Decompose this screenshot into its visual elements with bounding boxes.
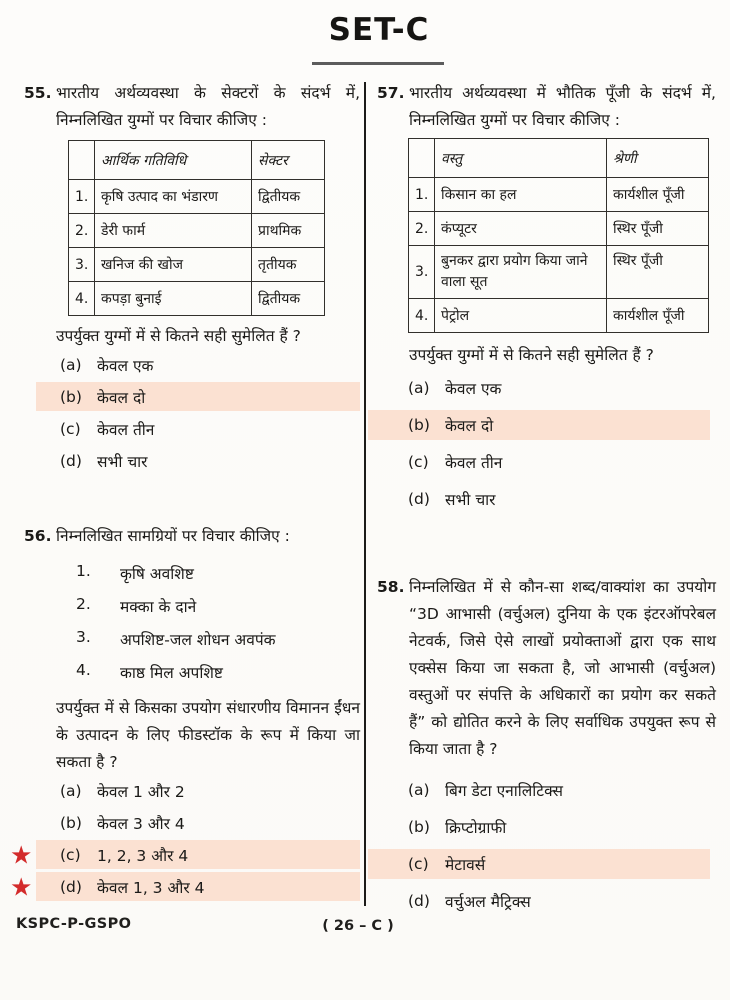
row-activity: खनिज की खोज: [95, 248, 252, 282]
table-header-sector: सेक्टर: [252, 141, 325, 180]
option-text: क्रिप्टोग्राफी: [445, 819, 507, 837]
question-prompt: उपर्युक्त में से किसका उपयोग संधारणीय विमानन ईंधन के उत्पादन के लिए फीडस्टॉक के रूप में किया जा सकता है ?: [56, 699, 360, 771]
row-sector: प्राथमिक: [252, 214, 325, 248]
question-57: [376, 80, 716, 514]
option-b-highlighted: [368, 410, 710, 440]
table-row: [69, 282, 325, 316]
option-a: [368, 775, 710, 805]
option-text: केवल एक: [97, 356, 154, 375]
option-a: [36, 776, 360, 805]
option-label: (b): [408, 416, 430, 434]
option-label: (d): [60, 451, 82, 470]
option-text: केवल तीन: [445, 454, 503, 472]
row-number: 3.: [409, 246, 435, 299]
row-sector: द्वितीयक: [252, 180, 325, 214]
option-label: (c): [408, 453, 429, 471]
booklet-code: KSPC-P-GSPO: [16, 916, 132, 932]
table-header-item: वस्तु: [435, 139, 607, 178]
question-55: [14, 80, 360, 475]
table-row: [409, 299, 709, 333]
option-a: [36, 350, 360, 379]
option-c-highlighted: [368, 849, 710, 879]
question-prompt: उपर्युक्त युग्मों में से कितने सही सुमेलित हैं ?: [409, 346, 654, 364]
page-number: ( 26 – C ): [322, 918, 394, 934]
table-row: [409, 246, 709, 299]
page-title: SET-C: [328, 12, 430, 48]
q55-options: [36, 350, 360, 475]
column-divider-rule: [364, 82, 366, 906]
table-row: [69, 214, 325, 248]
option-text: 1, 2, 3 और 4: [97, 846, 189, 865]
row-item: पेट्रोल: [435, 299, 607, 333]
row-category: कार्यशील पूँजी: [607, 299, 709, 333]
option-label: (a): [60, 355, 82, 374]
row-number: 4.: [409, 299, 435, 333]
item-text: कृषि अवशिष्ट: [120, 565, 194, 583]
row-category: कार्यशील पूँजी: [607, 178, 709, 212]
option-text: वर्चुअल मैट्रिक्स: [445, 893, 531, 911]
question-58: [376, 574, 716, 916]
option-label: (b): [408, 818, 430, 836]
option-b-highlighted: [36, 382, 360, 411]
option-text: सभी चार: [97, 452, 148, 471]
option-label: (c): [60, 419, 81, 438]
option-text: केवल दो: [97, 388, 146, 407]
table-row: [69, 248, 325, 282]
row-item: कंप्यूटर: [435, 212, 607, 246]
option-d-highlighted: [10, 872, 360, 901]
table-corner-cell: [409, 139, 435, 178]
option-text: केवल दो: [445, 417, 494, 435]
option-label: (c): [408, 855, 429, 873]
option-label: (d): [408, 490, 430, 508]
option-a: [368, 373, 710, 403]
option-label: (c): [60, 845, 81, 864]
row-category: स्थिर पूँजी: [607, 246, 709, 299]
option-text: केवल तीन: [97, 420, 155, 439]
option-d: [36, 446, 360, 475]
item-number: 3.: [76, 628, 91, 646]
row-number: 1.: [409, 178, 435, 212]
list-item: [76, 595, 360, 619]
question-prompt: उपर्युक्त युग्मों में से कितने सही सुमेलित हैं ?: [56, 327, 301, 345]
table-row: [69, 180, 325, 214]
table-corner-cell: [69, 141, 95, 180]
question-intro: निम्नलिखित सामग्रियों पर विचार कीजिए :: [56, 527, 290, 545]
row-item: किसान का हल: [435, 178, 607, 212]
q56-item-list: [76, 562, 360, 685]
option-text: केवल 1, 3 और 4: [97, 878, 205, 897]
table-header-row: [409, 139, 709, 178]
option-d: [368, 886, 710, 916]
row-activity: कपड़ा बुनाई: [95, 282, 252, 316]
q58-options: [368, 775, 710, 916]
table-row: [409, 212, 709, 246]
row-activity: कृषि उत्पाद का भंडारण: [95, 180, 252, 214]
row-number: 4.: [69, 282, 95, 316]
list-item: [76, 628, 360, 652]
table-row: [409, 178, 709, 212]
q56-options: [10, 776, 360, 901]
left-column: [10, 80, 360, 904]
item-text: मक्का के दाने: [120, 598, 197, 616]
q55-pairs-table: [68, 140, 325, 316]
q57-pairs-table: [408, 138, 709, 333]
option-text: बिग डेटा एनालिटिक्स: [445, 782, 563, 800]
option-label: (a): [408, 379, 430, 397]
question-number: 55.: [24, 84, 52, 102]
option-text: सभी चार: [445, 491, 496, 509]
right-column: [376, 80, 716, 923]
option-c: [36, 414, 360, 443]
row-number: 3.: [69, 248, 95, 282]
option-label: (b): [60, 813, 82, 832]
row-sector: तृतीयक: [252, 248, 325, 282]
question-56: [10, 523, 360, 901]
option-label: (a): [408, 781, 430, 799]
item-number: 2.: [76, 595, 91, 613]
table-header-category: श्रेणी: [607, 139, 709, 178]
option-text: केवल 3 और 4: [97, 814, 185, 833]
option-c-highlighted: [10, 840, 360, 869]
row-category: स्थिर पूँजी: [607, 212, 709, 246]
option-label: (d): [60, 877, 82, 896]
item-number: 1.: [76, 562, 91, 580]
list-item: [76, 661, 360, 685]
correct-answer-star-icon: ★: [10, 840, 33, 869]
item-text: अपशिष्ट-जल शोधन अवपंक: [120, 631, 276, 649]
table-header-row: [69, 141, 325, 180]
row-number: 2.: [69, 214, 95, 248]
item-number: 4.: [76, 661, 91, 679]
row-number: 1.: [69, 180, 95, 214]
row-item: बुनकर द्वारा प्रयोग किया जाने वाला सूत: [435, 246, 607, 299]
list-item: [76, 562, 360, 586]
question-body: निम्नलिखित में से कौन-सा शब्द/वाक्यांश का उपयोग “3D आभासी (वर्चुअल) दुनिया के एक इंटरऑपरेबल नेटवर्क, जिसे ऐसे लाखों प्रयोक्ताओं द्वारा एक साथ एक्सेस किया जा सकता है, जो आभासी (वर्चुअल) वस्तुओं पर संपत्ति के अधिकारों का प्रयोग कर सकते हैं” को द्योतित करने के लिए सर्वाधिक उपयुक्त रूप से किया जाता है ?: [409, 578, 716, 758]
option-b: [36, 808, 360, 837]
option-label: (a): [60, 781, 82, 800]
option-d: [368, 484, 710, 514]
row-activity: डेरी फार्म: [95, 214, 252, 248]
question-number: 56.: [24, 527, 52, 545]
q57-options: [368, 373, 710, 514]
row-number: 2.: [409, 212, 435, 246]
option-b: [368, 812, 710, 842]
row-sector: द्वितीयक: [252, 282, 325, 316]
table-header-activity: आर्थिक गतिविधि: [95, 141, 252, 180]
option-label: (d): [408, 892, 430, 910]
question-number: 58.: [377, 578, 405, 596]
question-intro: भारतीय अर्थव्यवस्था में भौतिक पूँजी के संदर्भ में, निम्नलिखित युग्मों पर विचार कीजिए :: [409, 84, 716, 129]
correct-answer-star-icon: ★: [10, 872, 33, 901]
option-text: मेटावर्स: [445, 856, 486, 874]
question-number: 57.: [377, 84, 405, 102]
option-text: केवल 1 और 2: [97, 782, 185, 801]
option-text: केवल एक: [445, 380, 502, 398]
title-underline: [312, 62, 444, 65]
option-label: (b): [60, 387, 82, 406]
option-c: [368, 447, 710, 477]
question-intro: भारतीय अर्थव्यवस्था के सेक्टरों के संदर्भ में, निम्नलिखित युग्मों पर विचार कीजिए :: [56, 84, 360, 129]
item-text: काष्ठ मिल अपशिष्ट: [120, 664, 223, 682]
